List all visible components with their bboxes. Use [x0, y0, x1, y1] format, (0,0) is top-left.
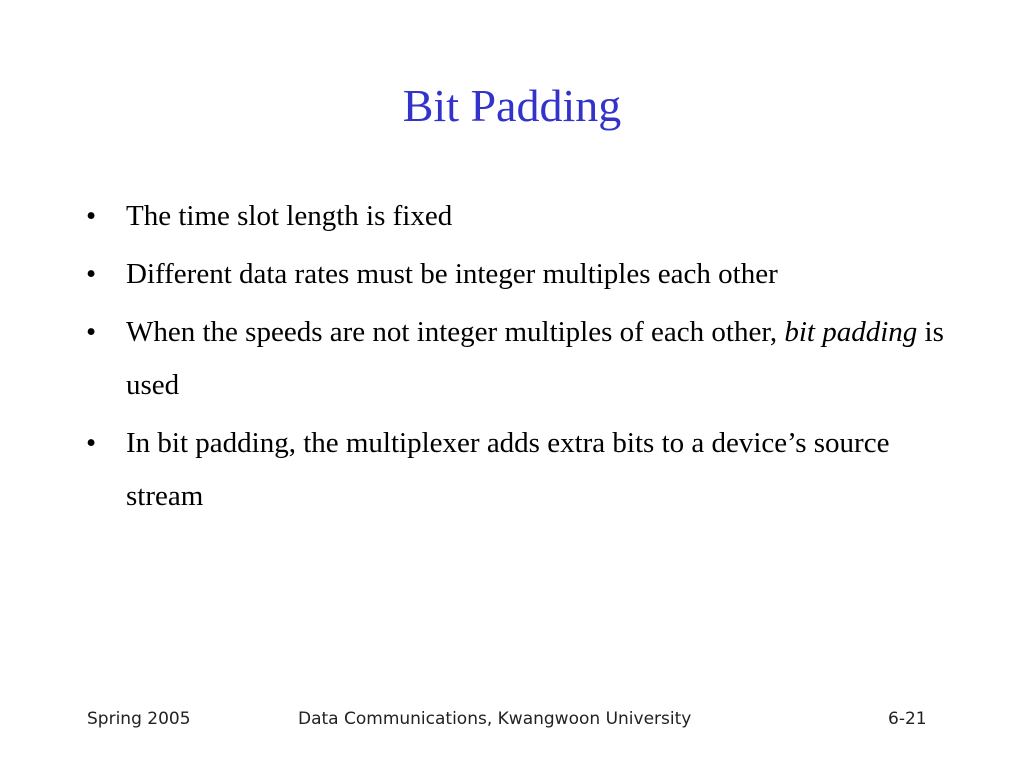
bullet-item — [86, 417, 956, 523]
footer-course: Data Communications, Kwangwoon University — [298, 709, 692, 729]
bullet-item — [86, 190, 956, 243]
footer-page-number: 6-21 — [888, 709, 927, 729]
bullet-text: The time slot length is fixed — [126, 200, 453, 232]
bullet-marker: • — [86, 200, 97, 232]
bullet-marker: • — [86, 427, 97, 459]
bullet-item — [86, 306, 956, 412]
bullet-text-pre: When the speeds are not integer multiples of each other, — [126, 316, 785, 348]
bullet-text: Different data rates must be integer multiples each other — [126, 258, 778, 290]
bullet-item — [86, 248, 956, 301]
bullet-marker: • — [86, 316, 97, 348]
bullet-text-post: is used — [126, 316, 944, 401]
bullet-text-emphasis: bit padding — [784, 316, 918, 348]
footer-date: Spring 2005 — [87, 709, 191, 729]
slide-title: Bit Padding — [402, 80, 622, 131]
bullet-list — [86, 190, 956, 528]
bullet-marker: • — [86, 258, 97, 290]
bullet-text: In bit padding, the multiplexer adds extra bits to a device’s source stream — [126, 427, 890, 512]
